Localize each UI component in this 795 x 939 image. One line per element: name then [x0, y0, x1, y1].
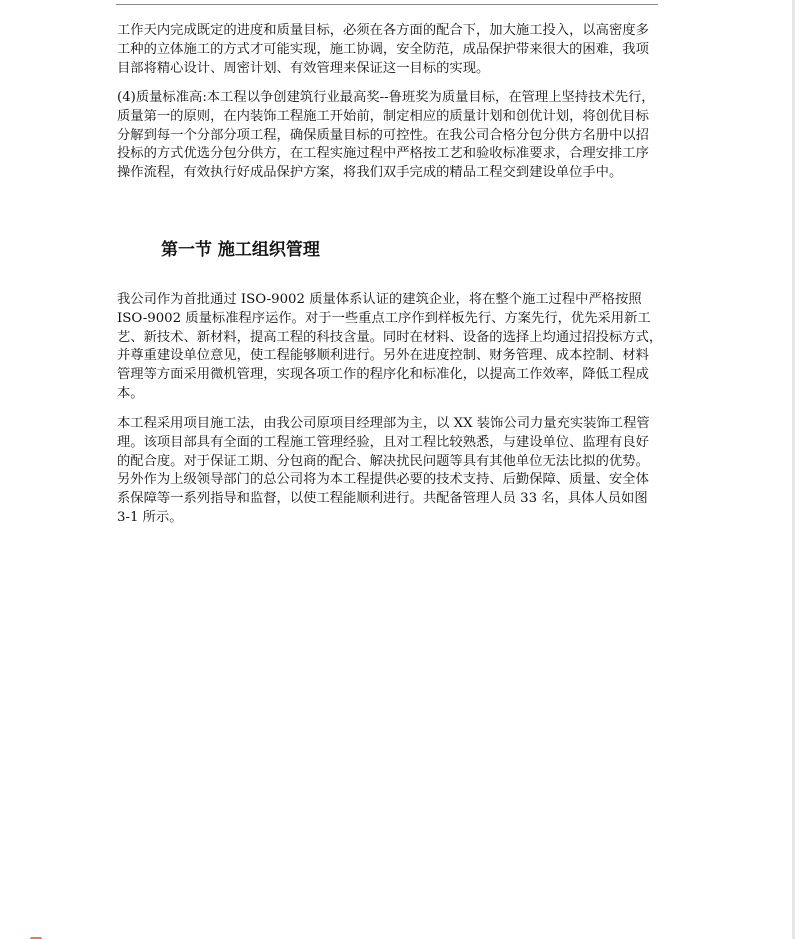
paragraph-quality-standard: (4)质量标准高:本工程以争创建筑行业最高奖--鲁班奖为质量目标，在管理上坚持技术先行， 质量第一的原则，在内装饰工程施工开始前，制定相应的质量计划和创优计划，将创优目标 分解到每一个分部分项工程，确保质量目标的可控性。在我公司合格分包分供方名册中以招 投标的方式优选分包分供方，在工程实施过程中严格按工艺和验收标准要求，合理安排工序 操作流程，有效执行好成品保护方案，将我们双手完成的精品工程交到建设单位手中。 [117, 90, 655, 181]
paragraph-schedule-difficulty: 工作天内完成既定的进度和质量目标，必须在各方面的配合下，加大施工投入，以高密度多 工种的立体施工的方式才可能实现，施工协调，安全防范，成品保护带来很大的困难，我项 目部将精心设计、周密计划、有效管理来保证这一目标的实现。 [117, 23, 649, 76]
header-rule [116, 4, 658, 5]
paragraph-iso-management: 我公司作为首批通过 ISO-9002 质量体系认证的建筑企业，将在整个施工过程中严格按照 ISO-9002 质量标准程序运作。对于一些重点工序作到样板先行、方案先行，优先采用新工 艺、新技术、新材料，提高工程的科技含量。同时在材料、设备的选择上均通过招投标方式， 并尊重建设单位意见，使工程能够顺利进行。另外在进度控制、财务管理、成本控制、材料 管理等方面采用微机管理，实现各项工作的程序化和标准化，以提高工作效率，降低工程成 本。 [117, 292, 663, 401]
section-heading: 第一节 施工组织管理 [161, 240, 320, 260]
paragraph-project-team: 本工程采用项目施工法，由我公司原项目经理部为主，以 XX 装饰公司力量充实装饰工程管 理。该项目部具有全面的工程施工管理经验，且对工程比较熟悉，与建设单位、监理有良好 的配合度。对于保证工期、分包商的配合、解决扰民问题等具有其他单位无法比拟的优势。 另外作为上级领导部门的总公司将为本工程提供必要的技术支持、后勤保障、质量、安全体 系保障等一系列指导和监督，以使工程能顺利进行。共配备管理人员 33 名，具体人员如图 3-1 所示。 [117, 416, 650, 525]
